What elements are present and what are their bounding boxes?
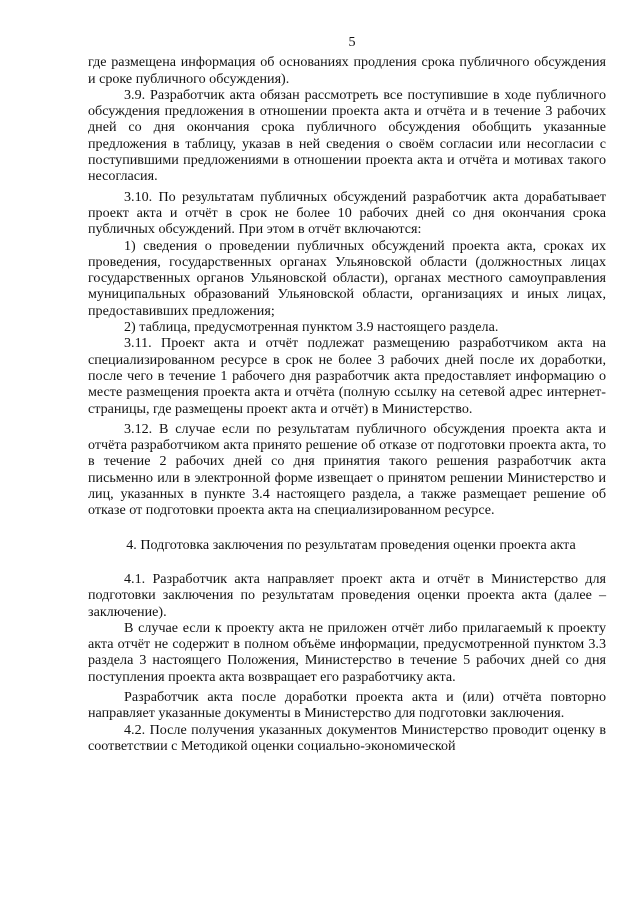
list-item-2: 2) таблица, предусмотренная пунктом 3.9 настоящего раздела. xyxy=(124,319,499,336)
page-number: 5 xyxy=(348,34,356,50)
paragraph-continuation: где размещена информация об основаниях продления срока публичного обсуждения и сроке публичного обсуждения). xyxy=(88,54,606,87)
paragraph-3-12: 3.12. В случае если по результатам публичного обсуждения проекта акта и отчёта разработчиком акта принято решение об отказе от подготовки проекта акта, то в течение 2 рабочих дней со дня принятия такого решения разработчик акта письменно или в электронной форме извещает о принятом решении Министерство и лиц, указанных в пункте 3.4 настоящего раздела, а также размещает решение об отказе от подготовки проекта акта на специализированном ресурсе. xyxy=(88,420,606,519)
paragraph-4-2: 4.2. После получения указанных документов Министерство проводит оценку в соответствии с Методикой оценки социально-экономической xyxy=(88,721,606,754)
paragraph-4-1-return: В случае если к проекту акта не приложен отчёт либо прилагаемый к проекту акта отчёт не содержит в полном объёме информации, предусмотренной пунктом 3.3 раздела 3 настоящего Положения, Министерство в течение 5 рабочих дней со дня поступления проекта акта возвращает его разработчику акта. xyxy=(88,619,606,685)
paragraph-4-1-resubmit: Разработчик акта после доработки проекта акта и (или) отчёта повторно направляет указанные документы в Министерство для подготовки заключения. xyxy=(88,688,606,722)
paragraph-3-11: 3.11. Проект акта и отчёт подлежат размещению разработчиком акта на специализированном ресурсе в срок не более 3 рабочих дней после их доработки, после чего в течение 1 рабочего дня разработчик акта предоставляет информацию о месте размещения проекта акта и отчёта (полную ссылку на сетевой адрес интернет-страницы, где размещены проект акта и отчёт) в Министерство. xyxy=(88,335,606,417)
section-heading: 4. Подготовка заключения по результатам проведения оценки проекта акта xyxy=(126,536,576,553)
list-item-1: 1) сведения о проведении публичных обсуждений проекта акта, сроках их проведения, государственных органах Ульяновской области (должностных лицах государственных органов Ульяновской области), органах местного самоуправления муниципальных образований Ульяновской области, организациях и иных лицах, предоставивших предложения; xyxy=(88,237,606,319)
paragraph-3-9: 3.9. Разработчик акта обязан рассмотреть все поступившие в ходе публичного обсуждения предложения в отношении проекта акта и отчёта и в течение 3 рабочих дней со дня окончания срока публичного обсуждения обобщить указанные предложения в таблицу, указав в ней сведения о своём согласии или несогласии с поступившими предложениями в отношении проекта акта и отчёта и мотивах такого несогласия. xyxy=(88,86,606,185)
paragraph-3-10: 3.10. По результатам публичных обсуждений разработчик акта дорабатывает проект акта и отчёт в срок не более 10 рабочих дней со дня окончания срока публичных обсуждений. При этом в отчёт включаются: xyxy=(88,188,606,238)
paragraph-4-1: 4.1. Разработчик акта направляет проект акта и отчёт в Министерство для подготовки заключения по результатам проведения оценки проекта акта (далее – заключение). xyxy=(88,570,606,620)
